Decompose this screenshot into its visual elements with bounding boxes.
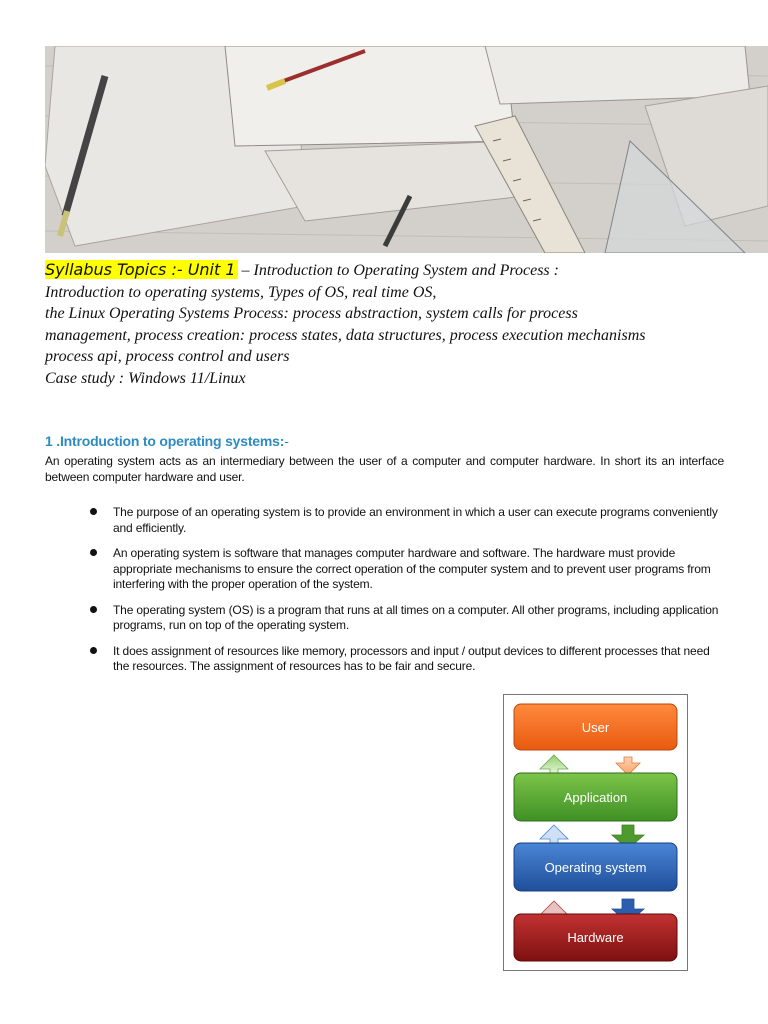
syllabus-line-5: process api, process control and users (45, 348, 290, 365)
syllabus-topics (45, 259, 735, 389)
arrow-up-icon (540, 825, 568, 845)
arrow-down-icon (616, 757, 640, 775)
list-item (90, 644, 730, 675)
intro-paragraph: An operating system acts as an intermediary between the user of a computer and computer hardware. In short its an interface between computer hardware and user. (45, 454, 724, 484)
list-item-text: It does assignment of resources like memory, processors and input / output devices to different processes that need the resources. The assignment of resources has to be fair and secure. (113, 643, 710, 673)
syllabus-highlight: Syllabus Topics :- Unit 1 (45, 260, 236, 279)
bullet-list (90, 505, 730, 685)
syllabus-line-2: Introduction to operating systems, Types of OS, real time OS, (45, 283, 437, 301)
syllabus-unit-title: – Introduction to Operating System and Process : (237, 262, 559, 279)
arrow-up-icon (540, 755, 568, 775)
syllabus-line-3: the Linux Operating Systems Process: process abstraction, system calls for process (45, 305, 578, 322)
syllabus-line-4: management, process creation: process states, data structures, process execution mechanisms (45, 326, 646, 344)
layer-os-label: Operating system (544, 860, 647, 875)
list-item (90, 546, 730, 593)
bullet-icon (90, 508, 97, 515)
layer-application-label: Application (563, 790, 628, 805)
bullet-icon (90, 606, 97, 613)
list-item-text: An operating system is software that manages computer hardware and software. The hardware must provide appropriate mechanisms to ensure the correct operation of the computer system and to prevent user programs from interfering with the proper operation of the system. (113, 546, 711, 591)
list-item-text: The purpose of an operating system is to provide an environment in which a user can execute programs conveniently and efficiently. (113, 505, 718, 535)
list-item (90, 505, 730, 536)
os-layers-diagram (503, 694, 688, 971)
list-item-text: The operating system (OS) is a program that runs at all times on a computer. All other programs, including application programs, run on top of the operating system. (113, 602, 719, 632)
layer-hardware-label: Hardware (567, 930, 624, 945)
list-item (90, 603, 730, 634)
bullet-icon (90, 549, 97, 556)
syllabus-line-1 (45, 259, 735, 282)
section-intro (45, 453, 724, 485)
syllabus-line-6: Case study : Windows 11/Linux (45, 369, 246, 387)
bullet-icon (90, 647, 97, 654)
layer-user-label: User (581, 720, 610, 735)
section-heading-text: 1 .Introduction to operating systems: (45, 433, 285, 449)
section-heading (45, 433, 289, 449)
section-heading-suffix: - (284, 433, 289, 449)
header-banner-image (45, 46, 768, 253)
